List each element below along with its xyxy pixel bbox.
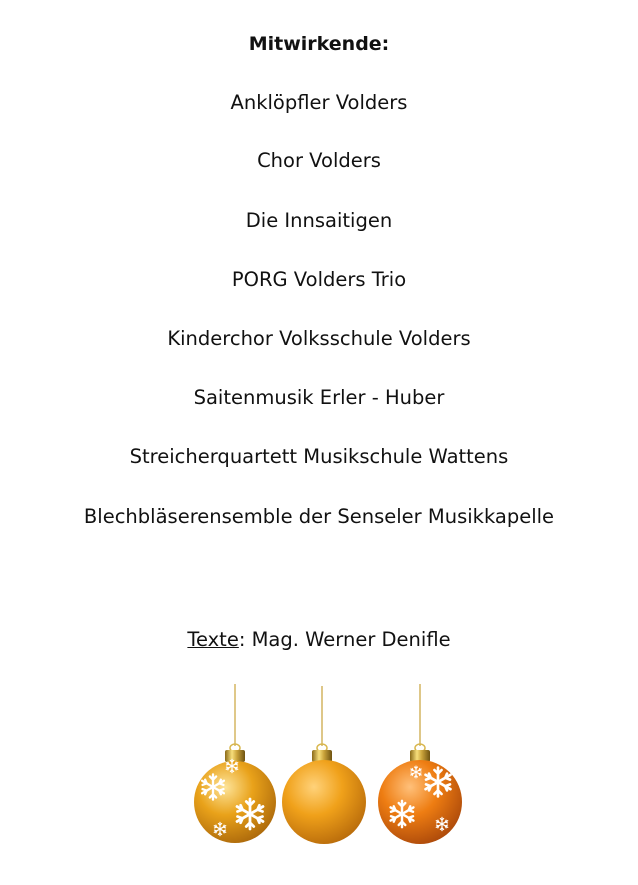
performer-1: Anklöpfler Volders [230, 91, 408, 114]
heading: Mitwirkende: [248, 33, 390, 55]
performer-3: Die Innsaitigen [245, 209, 393, 232]
credit-label: Texte [187, 628, 239, 651]
performer-4: PORG Volders Trio [231, 268, 407, 291]
christmas-ornaments-image [180, 684, 470, 884]
text-credit [0, 627, 638, 653]
ornament-ball-middle [282, 760, 366, 844]
ornament-ball-left [194, 761, 276, 843]
performer-7: Streicherquartett Musikschule Wattens [129, 445, 509, 468]
cap-right [410, 744, 430, 762]
performer-6: Saitenmusik Erler - Huber [193, 386, 445, 409]
credit-name: Mag. Werner Denifle [245, 628, 451, 651]
credit-separator: : [238, 628, 246, 651]
cap-left [225, 744, 245, 762]
ornament-ball-right [378, 760, 462, 844]
performer-2: Chor Volders [257, 149, 381, 172]
cap-middle [312, 744, 332, 762]
performer-8: Blechbläserensemble der Senseler Musikkapelle [83, 505, 555, 528]
performer-5: Kinderchor Volksschule Volders [167, 327, 471, 350]
